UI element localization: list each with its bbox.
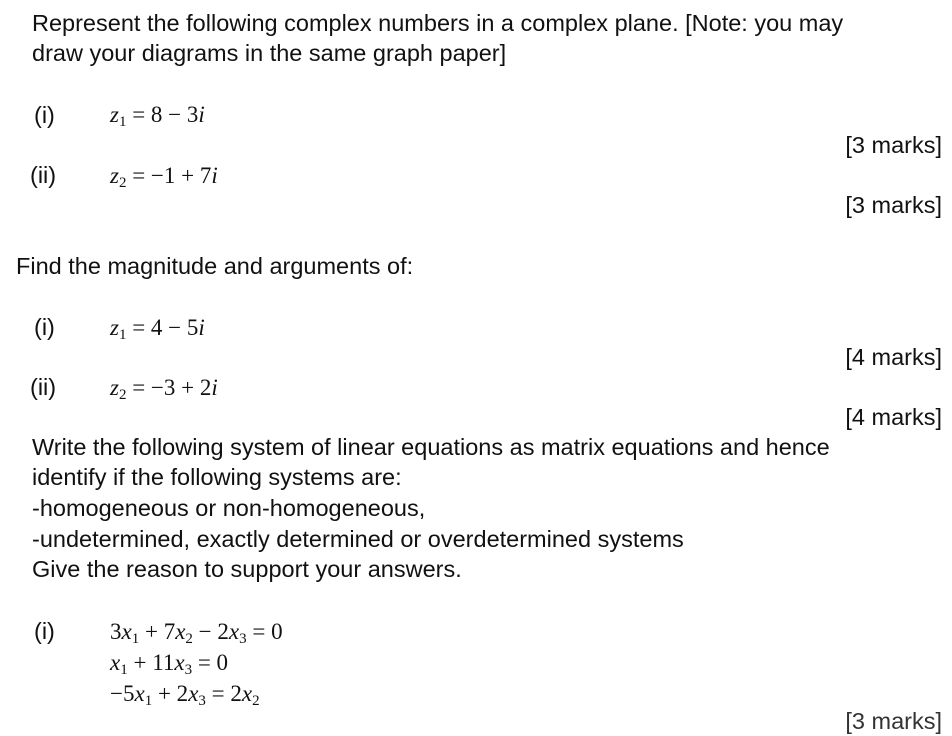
q2-part-ii-label: (ii) <box>30 374 57 400</box>
q1-part-ii-equation: $z_2 = -1 + 7i$ <box>110 163 218 191</box>
q3-instruction-line1: Write the following system of linear equations as matrix equations and hence <box>32 434 830 460</box>
q3-instruction-line2: identify if the following systems are: <box>32 464 402 490</box>
q2-part-ii-equation: $z_2 = -3 + 2i$ <box>110 375 218 403</box>
q3-part-i-marks-partial: [3 marks] <box>845 708 942 734</box>
q3-part-i-label: (i) <box>34 618 55 644</box>
q3-instruction-line4: -undetermined, exactly determined or overdetermined systems <box>32 526 684 552</box>
q1-instruction-line1: Represent the following complex numbers in a complex plane. [Note: you may <box>32 10 844 36</box>
q2-part-i-equation: $z_1 = 4 - 5i$ <box>110 315 205 343</box>
q3-equation-2: $x_1 + 11x_3 = 0$ <box>110 650 229 678</box>
q1-instruction-line2: draw your diagrams in the same graph paper] <box>32 40 507 66</box>
q2-instruction: Find the magnitude and arguments of: <box>16 253 414 279</box>
q3-equation-1: $3x_1 + 7x_2 - 2x_3 = 0$ <box>110 619 283 647</box>
q2-part-i-label: (i) <box>34 314 55 340</box>
q1-part-i-label: (i) <box>34 102 55 128</box>
q2-part-ii-marks: [4 marks] <box>845 404 942 430</box>
q3-instruction-line5: Give the reason to support your answers. <box>32 556 462 582</box>
q3-equation-3: $-5x_1 + 2x_3 = 2x_2$ <box>110 681 260 709</box>
q2-part-i-marks: [4 marks] <box>845 344 942 370</box>
q3-instruction-line3: -homogeneous or non-homogeneous, <box>32 495 426 521</box>
q1-part-i-equation: $z_1 = 8 - 3i$ <box>110 102 205 130</box>
q1-part-ii-label: (ii) <box>30 162 57 188</box>
q1-part-ii-marks: [3 marks] <box>845 192 942 218</box>
q1-part-i-marks: [3 marks] <box>845 132 942 158</box>
